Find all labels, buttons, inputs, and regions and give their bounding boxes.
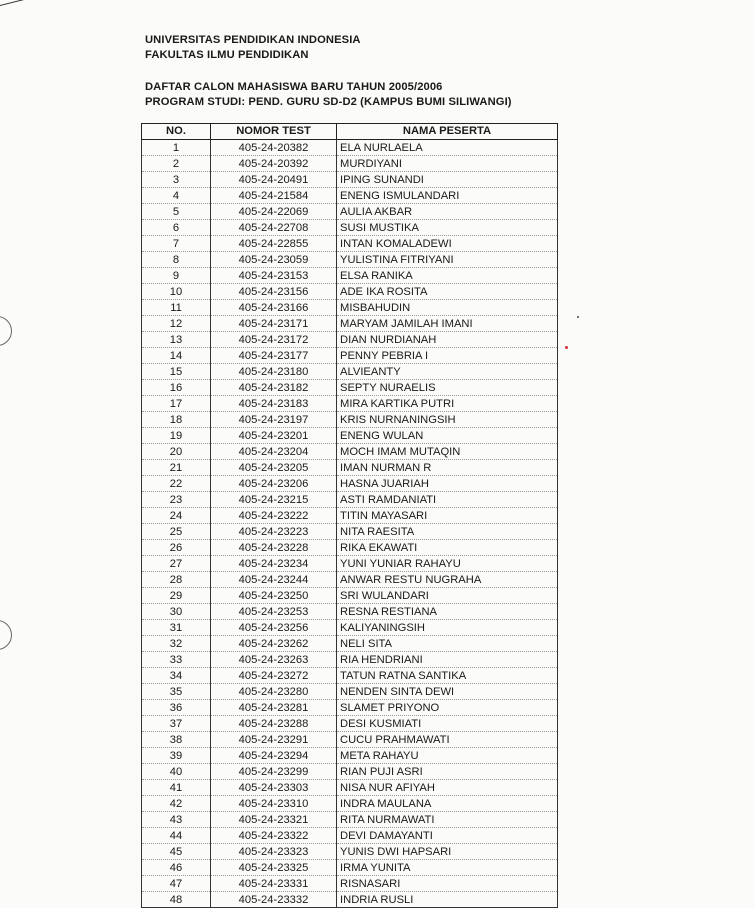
- test-number: 405-24-23321: [211, 812, 337, 828]
- participant-name: ENENG WULAN: [337, 428, 558, 444]
- test-number: 405-24-23182: [211, 380, 337, 396]
- list-title: DAFTAR CALON MAHASISWA BARU TAHUN 2005/2006: [145, 81, 443, 93]
- punch-hole-mark: [0, 620, 12, 650]
- table-row: [142, 364, 558, 380]
- table-row: [142, 236, 558, 252]
- test-number: 405-24-23215: [211, 492, 337, 508]
- row-number: 8: [142, 252, 211, 268]
- participant-name: MIRA KARTIKA PUTRI: [337, 396, 558, 412]
- table-row: [142, 348, 558, 364]
- row-number: 4: [142, 188, 211, 204]
- test-number: 405-24-23171: [211, 316, 337, 332]
- table-row: [142, 588, 558, 604]
- participant-name: ELSA RANIKA: [337, 268, 558, 284]
- table-row: [142, 140, 558, 156]
- participant-name: ASTI RAMDANIATI: [337, 492, 558, 508]
- table-row: [142, 812, 558, 828]
- ink-speck: [565, 346, 568, 349]
- row-number: 1: [142, 140, 211, 156]
- row-number: 20: [142, 444, 211, 460]
- participant-name: MARYAM JAMILAH IMANI: [337, 316, 558, 332]
- test-number: 405-24-23201: [211, 428, 337, 444]
- row-number: 37: [142, 716, 211, 732]
- table-row: [142, 412, 558, 428]
- participant-name: CUCU PRAHMAWATI: [337, 732, 558, 748]
- table-row: [142, 220, 558, 236]
- document-header: [145, 33, 512, 110]
- row-number: 10: [142, 284, 211, 300]
- test-number: 405-24-23205: [211, 460, 337, 476]
- column-header-test-number: NOMOR TEST: [211, 124, 337, 140]
- row-number: 36: [142, 700, 211, 716]
- row-number: 15: [142, 364, 211, 380]
- ink-speck: [577, 316, 579, 318]
- test-number: 405-24-23244: [211, 572, 337, 588]
- row-number: 41: [142, 780, 211, 796]
- row-number: 7: [142, 236, 211, 252]
- test-number: 405-24-23288: [211, 716, 337, 732]
- test-number: 405-24-23183: [211, 396, 337, 412]
- row-number: 47: [142, 876, 211, 892]
- participant-name: NITA RAESITA: [337, 524, 558, 540]
- table-row: [142, 732, 558, 748]
- test-number: 405-24-20392: [211, 156, 337, 172]
- test-number: 405-24-23291: [211, 732, 337, 748]
- test-number: 405-24-23303: [211, 780, 337, 796]
- table-row: [142, 556, 558, 572]
- row-number: 9: [142, 268, 211, 284]
- table-row: [142, 652, 558, 668]
- row-number: 25: [142, 524, 211, 540]
- test-number: 405-24-23223: [211, 524, 337, 540]
- row-number: 3: [142, 172, 211, 188]
- table-row: [142, 796, 558, 812]
- test-number: 405-24-21584: [211, 188, 337, 204]
- row-number: 30: [142, 604, 211, 620]
- participant-name: INTAN KOMALADEWI: [337, 236, 558, 252]
- row-number: 27: [142, 556, 211, 572]
- faculty-name: FAKULTAS ILMU PENDIDIKAN: [145, 49, 309, 61]
- table-row: [142, 172, 558, 188]
- table-row: [142, 156, 558, 172]
- test-number: 405-24-23206: [211, 476, 337, 492]
- row-number: 22: [142, 476, 211, 492]
- table-row: [142, 268, 558, 284]
- table-row: [142, 604, 558, 620]
- punch-hole-mark: [0, 316, 12, 346]
- table-row: [142, 860, 558, 876]
- row-number: 26: [142, 540, 211, 556]
- row-number: 2: [142, 156, 211, 172]
- candidate-table-container: [141, 123, 557, 908]
- participant-name: ENENG ISMULANDARI: [337, 188, 558, 204]
- participant-name: ALVIEANTY: [337, 364, 558, 380]
- row-number: 13: [142, 332, 211, 348]
- row-number: 21: [142, 460, 211, 476]
- participant-name: HASNA JUARIAH: [337, 476, 558, 492]
- test-number: 405-24-23197: [211, 412, 337, 428]
- participant-name: RISNASARI: [337, 876, 558, 892]
- test-number: 405-24-23234: [211, 556, 337, 572]
- participant-name: DESI KUSMIATI: [337, 716, 558, 732]
- test-number: 405-24-23228: [211, 540, 337, 556]
- table-row: [142, 332, 558, 348]
- row-number: 48: [142, 892, 211, 908]
- table-row: [142, 844, 558, 860]
- row-number: 42: [142, 796, 211, 812]
- column-header-participant-name: NAMA PESERTA: [337, 124, 558, 140]
- participant-name: IMAN NURMAN R: [337, 460, 558, 476]
- row-number: 12: [142, 316, 211, 332]
- scan-edge-line: [0, 0, 45, 7]
- participant-name: ADE IKA ROSITA: [337, 284, 558, 300]
- table-row: [142, 524, 558, 540]
- row-number: 46: [142, 860, 211, 876]
- participant-name: INDRA MAULANA: [337, 796, 558, 812]
- row-number: 43: [142, 812, 211, 828]
- row-number: 29: [142, 588, 211, 604]
- table-row: [142, 668, 558, 684]
- test-number: 405-24-23272: [211, 668, 337, 684]
- participant-name: ELA NURLAELA: [337, 140, 558, 156]
- table-row: [142, 684, 558, 700]
- table-row: [142, 300, 558, 316]
- participant-name: IPING SUNANDI: [337, 172, 558, 188]
- row-number: 40: [142, 764, 211, 780]
- participant-name: SUSI MUSTIKA: [337, 220, 558, 236]
- test-number: 405-24-23322: [211, 828, 337, 844]
- participant-name: KALIYANINGSIH: [337, 620, 558, 636]
- table-row: [142, 396, 558, 412]
- test-number: 405-24-23281: [211, 700, 337, 716]
- participant-name: RIAN PUJI ASRI: [337, 764, 558, 780]
- row-number: 14: [142, 348, 211, 364]
- test-number: 405-24-23294: [211, 748, 337, 764]
- row-number: 19: [142, 428, 211, 444]
- row-number: 38: [142, 732, 211, 748]
- participant-name: NISA NUR AFIYAH: [337, 780, 558, 796]
- table-row: [142, 316, 558, 332]
- test-number: 405-24-23250: [211, 588, 337, 604]
- table-row: [142, 252, 558, 268]
- table-row: [142, 636, 558, 652]
- table-row: [142, 428, 558, 444]
- test-number: 405-24-23299: [211, 764, 337, 780]
- test-number: 405-24-23222: [211, 508, 337, 524]
- table-row: [142, 492, 558, 508]
- participant-name: ANWAR RESTU NUGRAHA: [337, 572, 558, 588]
- test-number: 405-24-23059: [211, 252, 337, 268]
- row-number: 45: [142, 844, 211, 860]
- participant-name: DEVI DAMAYANTI: [337, 828, 558, 844]
- table-row: [142, 716, 558, 732]
- test-number: 405-24-22069: [211, 204, 337, 220]
- participant-name: TITIN MAYASARI: [337, 508, 558, 524]
- test-number: 405-24-22855: [211, 236, 337, 252]
- program-title: PROGRAM STUDI: PEND. GURU SD-D2 (KAMPUS BUMI SILIWANGI): [145, 96, 512, 108]
- test-number: 405-24-23153: [211, 268, 337, 284]
- table-row: [142, 892, 558, 908]
- participant-name: SEPTY NURAELIS: [337, 380, 558, 396]
- test-number: 405-24-23310: [211, 796, 337, 812]
- participant-name: MURDIYANI: [337, 156, 558, 172]
- table-row: [142, 284, 558, 300]
- row-number: 35: [142, 684, 211, 700]
- test-number: 405-24-23325: [211, 860, 337, 876]
- row-number: 24: [142, 508, 211, 524]
- test-number: 405-24-23323: [211, 844, 337, 860]
- table-row: [142, 764, 558, 780]
- participant-name: SRI WULANDARI: [337, 588, 558, 604]
- participant-name: SLAMET PRIYONO: [337, 700, 558, 716]
- table-row: [142, 188, 558, 204]
- participant-name: TATUN RATNA SANTIKA: [337, 668, 558, 684]
- table-row: [142, 700, 558, 716]
- participant-name: YUNI YUNIAR RAHAYU: [337, 556, 558, 572]
- table-row: [142, 780, 558, 796]
- test-number: 405-24-23280: [211, 684, 337, 700]
- test-number: 405-24-23256: [211, 620, 337, 636]
- participant-name: MISBAHUDIN: [337, 300, 558, 316]
- test-number: 405-24-23332: [211, 892, 337, 908]
- participant-name: RESNA RESTIANA: [337, 604, 558, 620]
- participant-name: YUNIS DWI HAPSARI: [337, 844, 558, 860]
- participant-name: AULIA AKBAR: [337, 204, 558, 220]
- row-number: 44: [142, 828, 211, 844]
- table-row: [142, 540, 558, 556]
- table-row: [142, 876, 558, 892]
- participant-name: NELI SITA: [337, 636, 558, 652]
- participant-name: RIKA EKAWATI: [337, 540, 558, 556]
- table-row: [142, 476, 558, 492]
- row-number: 32: [142, 636, 211, 652]
- participant-name: META RAHAYU: [337, 748, 558, 764]
- table-row: [142, 444, 558, 460]
- row-number: 5: [142, 204, 211, 220]
- row-number: 18: [142, 412, 211, 428]
- test-number: 405-24-23156: [211, 284, 337, 300]
- test-number: 405-24-23204: [211, 444, 337, 460]
- test-number: 405-24-23253: [211, 604, 337, 620]
- table-row: [142, 620, 558, 636]
- test-number: 405-24-23180: [211, 364, 337, 380]
- table-body: [142, 140, 558, 908]
- row-number: 33: [142, 652, 211, 668]
- test-number: 405-24-23177: [211, 348, 337, 364]
- participant-name: RIA HENDRIANI: [337, 652, 558, 668]
- row-number: 39: [142, 748, 211, 764]
- table-row: [142, 204, 558, 220]
- test-number: 405-24-20491: [211, 172, 337, 188]
- row-number: 31: [142, 620, 211, 636]
- participant-name: KRIS NURNANINGSIH: [337, 412, 558, 428]
- column-header-no: NO.: [142, 124, 211, 140]
- table-header-row: [142, 124, 558, 140]
- test-number: 405-24-23172: [211, 332, 337, 348]
- test-number: 405-24-22708: [211, 220, 337, 236]
- university-name: UNIVERSITAS PENDIDIKAN INDONESIA: [145, 34, 361, 46]
- row-number: 6: [142, 220, 211, 236]
- table-row: [142, 572, 558, 588]
- test-number: 405-24-23166: [211, 300, 337, 316]
- row-number: 17: [142, 396, 211, 412]
- participant-name: INDRIA RUSLI: [337, 892, 558, 908]
- table-row: [142, 460, 558, 476]
- test-number: 405-24-20382: [211, 140, 337, 156]
- test-number: 405-24-23263: [211, 652, 337, 668]
- table-row: [142, 748, 558, 764]
- row-number: 16: [142, 380, 211, 396]
- participant-name: DIAN NURDIANAH: [337, 332, 558, 348]
- row-number: 11: [142, 300, 211, 316]
- participant-name: MOCH IMAM MUTAQIN: [337, 444, 558, 460]
- candidate-table: [141, 123, 558, 908]
- participant-name: NENDEN SINTA DEWI: [337, 684, 558, 700]
- table-row: [142, 508, 558, 524]
- table-row: [142, 828, 558, 844]
- participant-name: IRMA YUNITA: [337, 860, 558, 876]
- row-number: 28: [142, 572, 211, 588]
- participant-name: RITA NURMAWATI: [337, 812, 558, 828]
- row-number: 23: [142, 492, 211, 508]
- row-number: 34: [142, 668, 211, 684]
- participant-name: YULISTINA FITRIYANI: [337, 252, 558, 268]
- participant-name: PENNY PEBRIA I: [337, 348, 558, 364]
- table-row: [142, 380, 558, 396]
- test-number: 405-24-23331: [211, 876, 337, 892]
- test-number: 405-24-23262: [211, 636, 337, 652]
